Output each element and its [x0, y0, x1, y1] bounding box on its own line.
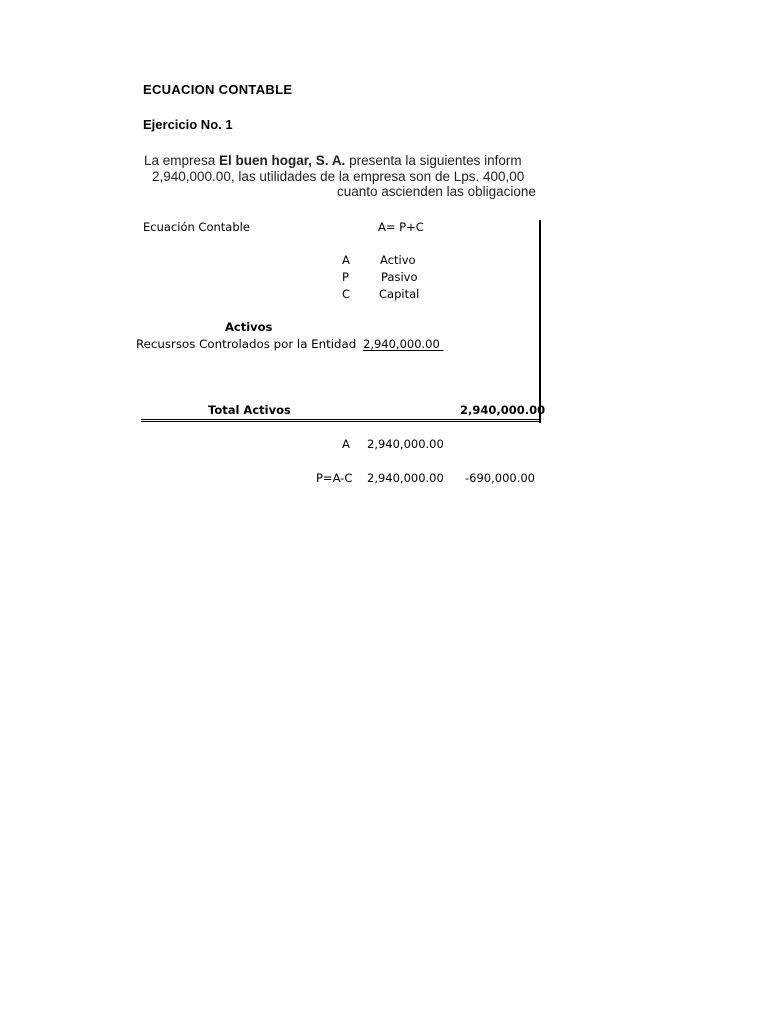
exercise-heading: Ejercicio No. 1: [143, 117, 233, 132]
p-value-2: -690,000.00: [465, 471, 535, 485]
legend-meaning-capital: Capital: [379, 287, 420, 301]
legend-letter-a: A: [342, 253, 350, 267]
total-assets-value: 2,940,000.00: [460, 403, 546, 417]
statement-line-1: [144, 153, 522, 168]
statement-suffix: presenta la siguientes inform: [345, 153, 522, 168]
company-name: El buen hogar, S. A.: [219, 153, 346, 168]
p-value-1: 2,940,000.00: [367, 471, 444, 485]
page-title: ECUACION CONTABLE: [143, 82, 293, 97]
problem-statement: [130, 150, 544, 202]
column-border: [539, 220, 541, 423]
p-formula-label: P=A-C: [316, 471, 353, 485]
statement-prefix: La empresa: [144, 153, 220, 168]
total-assets-label: Total Activos: [208, 403, 291, 417]
asset-row-label: Recusrsos Controlados por la Entidad: [136, 337, 357, 351]
equation-label: Ecuación Contable: [143, 220, 250, 234]
legend-meaning-pasivo: Pasivo: [381, 270, 418, 284]
statement-line-3: cuanto ascienden las obligacione: [337, 184, 536, 199]
statement-line-2: 2,940,000.00, las utilidades de la empresa son de Lps. 400,00: [152, 169, 525, 184]
legend-meaning-activo: Activo: [380, 253, 416, 267]
legend-letter-p: P: [342, 270, 349, 284]
a-label: A: [342, 437, 350, 451]
assets-heading: Activos: [225, 320, 273, 334]
double-underline: [141, 419, 541, 422]
equation-formula: A= P+C: [378, 220, 424, 234]
asset-row-value: 2,940,000.00: [363, 337, 444, 351]
legend-letter-c: C: [342, 287, 351, 301]
a-value: 2,940,000.00: [367, 437, 444, 451]
